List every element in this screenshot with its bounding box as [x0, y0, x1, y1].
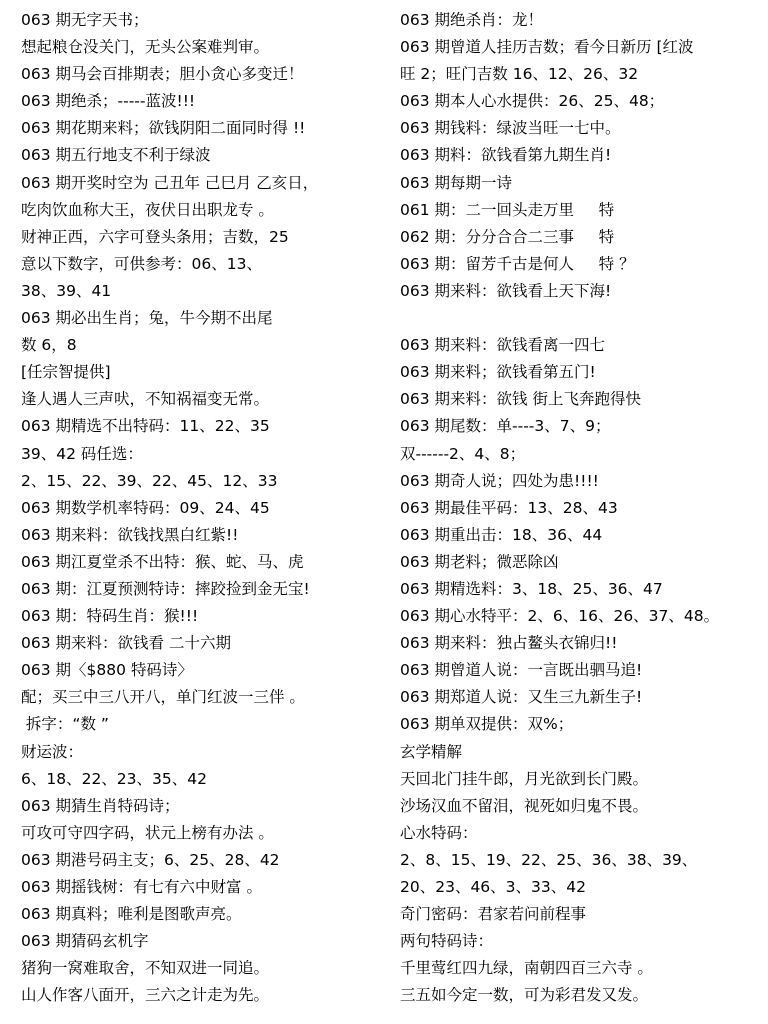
- text-line: 063 期本人心水提供：26、25、48；: [400, 92, 665, 111]
- text-line: 063 期钱料：绿波当旺一七中。: [400, 119, 621, 138]
- text-line: 可攻可守四字码，状元上榜有办法 。: [21, 823, 274, 842]
- text-line: 39、42 码任选：: [21, 444, 143, 463]
- text-line: 063 期料：欲钱看第九期生肖!: [400, 146, 612, 165]
- text-line: 063 期港号码主支；6、25、28、42: [21, 850, 280, 869]
- text-line: 063 期心水特平：2、6、16、26、37、48。: [400, 607, 720, 626]
- text-line: 063 期最佳平码：13、28、43: [400, 498, 618, 517]
- poem-text: 留芳千古是何人 特 ？: [465, 254, 635, 273]
- text-line: 20、23、46、3、33、42: [400, 878, 586, 896]
- text-line: 063 期绝杀；-----蓝波!!!: [21, 92, 196, 111]
- poem-period-label: 061 期：: [400, 200, 466, 219]
- text-line: 063 期精选料：3、18、25、36、47: [400, 579, 663, 598]
- text-line: 逢人遇人三声吠，不知祸福变无常。: [21, 390, 270, 409]
- text-line: 想起粮仓没关门，无头公案难判审。: [21, 38, 270, 57]
- left-column: [21, 7, 391, 1009]
- text-line: 063 期开奖时空为 己丑年 己巳月 乙亥日，: [21, 173, 319, 192]
- text-line: 财运波：: [21, 742, 84, 761]
- text-line: 063 期无字天书；: [21, 11, 149, 29]
- text-line: 063 期马会百排期表；胆小贪心多变迁！: [21, 65, 304, 84]
- text-line: 2、8、15、19、22、25、36、38、39、: [400, 850, 698, 869]
- text-line: 奇门密码：君家若问前程事: [400, 905, 587, 924]
- text-line: 063 期绝杀肖：龙！: [400, 11, 544, 29]
- text-line: 063 期猜生肖特码诗；: [21, 796, 180, 815]
- poem-period-label: 063 期：: [400, 254, 466, 273]
- text-line: 配；买三中三八开八，单门红波一三伴 。: [21, 688, 305, 707]
- text-line: 天回北门挂牛郎，月光欲到长门殿。: [400, 769, 649, 788]
- text-line: 千里莺红四九绿，南朝四百三六寺 。: [400, 959, 653, 978]
- text-line: 063 期猜码玄机字: [21, 932, 149, 951]
- text-line: 财神正西，六字可登头条用；吉数，25: [21, 227, 289, 246]
- text-line: 猪狗一窝难取舍，不知双进一同追。: [21, 959, 270, 978]
- text-line: 063 期五行地支不利于绿波: [21, 146, 211, 165]
- text-line: 38、39、41: [21, 281, 112, 300]
- text-line: 063 期曾道人挂历吉数；看今日新历 [红波: [400, 38, 694, 57]
- poem-period-label: 062 期：: [400, 227, 466, 246]
- text-line: 063 期郑道人说：又生三九新生子!: [400, 688, 643, 707]
- text-line: 063 期摇钱树：有七有六中财富 。: [21, 878, 262, 896]
- text-line: 063 期数学机率特码：09、24、45: [21, 498, 270, 517]
- text-line: 数 6，8: [21, 336, 77, 355]
- text-line: 063 期来料：独占鳌头衣锦归!!: [400, 634, 618, 653]
- text-line: 063 期来料；欲钱看第五门!: [400, 363, 596, 382]
- text-line: 山人作客八面开，三六之计走为先。: [21, 986, 270, 1005]
- text-line: 063 期来料：欲钱 街上飞奔跑得快: [400, 390, 641, 409]
- right-column: [400, 7, 768, 1009]
- text-line: 063 期重出击：18、36、44: [400, 525, 603, 544]
- text-line: 063 期老料；微恶除凶: [400, 552, 559, 571]
- text-line: 063 期江夏堂杀不出特：猴、蛇、马、虎: [21, 552, 304, 571]
- text-line: 063 期奇人说；四处为患!!!!: [400, 471, 599, 490]
- text-line: [任宗智提供]: [21, 363, 111, 382]
- text-line: 意以下数字，可供参考：06、13、: [21, 254, 262, 273]
- text-line: 063 期单双提供：双%；: [400, 715, 574, 734]
- text-line: 2、15、22、39、22、45、12、33: [21, 471, 278, 490]
- text-line: 063 期来料：欲钱看 二十六期: [21, 634, 231, 653]
- poem-line-063: [400, 251, 768, 278]
- text-line: 063 期来料：欲钱看上天下海!: [400, 281, 612, 300]
- text-line: 三五如今定一数，可为彩君发又发。: [400, 986, 649, 1005]
- text-line: 063 期曾道人说：一言既出驷马追!: [400, 661, 643, 680]
- text-line: 心水特码：: [400, 823, 478, 842]
- text-line: 拆字：“数 ”: [21, 715, 109, 734]
- text-line: 063 期真料；唯利是图歌声亮。: [21, 905, 242, 924]
- text-line: 6、18、22、23、35、42: [21, 769, 207, 788]
- blank-line: [400, 305, 768, 332]
- text-line: 063 期每期一诗: [400, 173, 513, 192]
- poem-text: 分分合合二三事 特: [465, 227, 615, 246]
- text-line: 063 期尾数：单----3、7、9；: [400, 417, 611, 436]
- text-line: 063 期精选不出特码：11、22、35: [21, 417, 270, 436]
- text-line: 063 期花期来料；欲钱阴阳二面同时得 !!: [21, 119, 306, 138]
- text-line: 双------2、4、8；: [400, 444, 526, 463]
- poem-line-062: [400, 224, 768, 251]
- poem-line-061: [400, 197, 768, 224]
- text-line: 旺 2；旺门吉数 16、12、26、32: [400, 65, 639, 84]
- text-line: 063 期〈$880 特码诗〉: [21, 661, 193, 680]
- text-line: 063 期：江夏预测特诗：摔跤捡到金无宝!: [21, 579, 310, 598]
- text-line: 两句特码诗：: [400, 932, 494, 951]
- text-line: 063 期：特码生肖：猴!!!: [21, 607, 199, 626]
- text-line: 063 期必出生肖；兔，牛今期不出尾: [21, 309, 273, 328]
- text-line: 063 期来料：欲钱找黑白红紫!!: [21, 525, 239, 544]
- text-line: 063 期来料：欲钱看离一四七: [400, 336, 606, 355]
- section-heading: 玄学精解: [400, 742, 463, 761]
- text-line: 沙场汉血不留泪，视死如归鬼不畏。: [400, 796, 649, 815]
- poem-text: 二一回头走万里 特: [465, 200, 615, 219]
- text-line: 吃肉饮血称大王，夜伏日出职龙专 。: [21, 200, 274, 219]
